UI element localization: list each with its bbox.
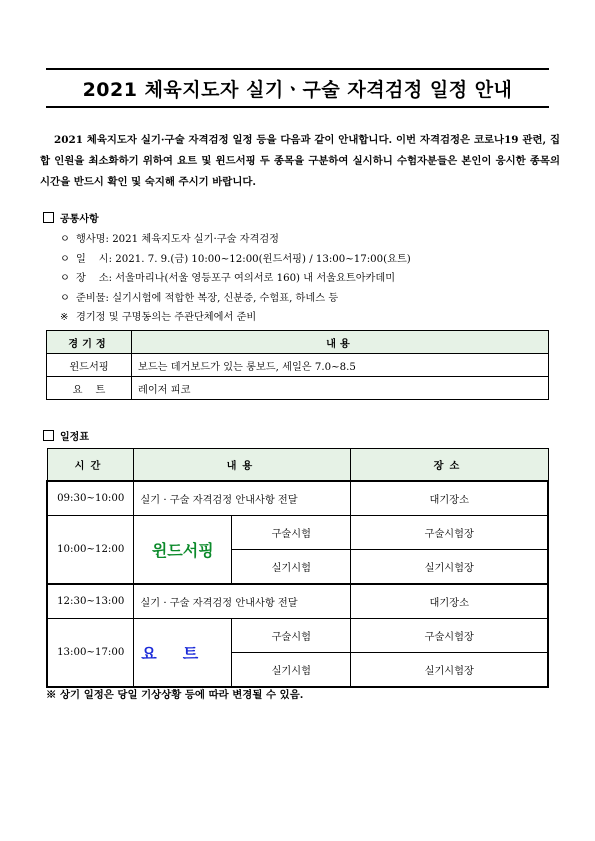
table-row xyxy=(47,619,548,653)
place-cell: 실기시험장 xyxy=(351,550,548,585)
event-name-cell xyxy=(134,619,232,688)
info-item-text: 준비물: 실기시험에 적합한 복장, 신분증, 수험표, 하네스 등 xyxy=(76,292,339,304)
column-header: 내용 xyxy=(134,449,351,482)
content-cell: 실기 · 구술 자격검정 안내사항 전달 xyxy=(134,481,351,516)
test-cell: 실기시험 xyxy=(232,653,351,688)
intro-paragraph xyxy=(40,130,560,193)
item-mark: ㅇ xyxy=(60,234,70,245)
place-cell: 대기장소 xyxy=(351,481,548,516)
common-info-list xyxy=(60,230,560,328)
table-row xyxy=(47,481,548,516)
test-cell: 구술시험 xyxy=(232,619,351,653)
place-cell: 구술시험장 xyxy=(351,516,548,550)
square-bullet-icon xyxy=(43,212,54,223)
item-mark: ㅇ xyxy=(60,253,70,265)
info-item xyxy=(60,308,560,328)
column-header: 장소 xyxy=(351,449,548,482)
equipment-table xyxy=(46,330,549,400)
schedule-heading-label: 일정표 xyxy=(60,432,89,443)
time-cell: 09:30~10:00 xyxy=(47,481,134,516)
column-header: 내용 xyxy=(132,331,549,354)
common-heading-label: 공통사항 xyxy=(60,214,99,225)
info-item xyxy=(60,269,560,289)
square-bullet-icon xyxy=(43,430,54,441)
info-item xyxy=(60,230,560,250)
event-name-windsurf: 윈드서핑 xyxy=(151,541,214,560)
table-row xyxy=(47,354,549,377)
place-cell: 실기시험장 xyxy=(351,653,548,688)
schedule-table xyxy=(46,448,549,688)
place-cell: 구술시험장 xyxy=(351,619,548,653)
info-item xyxy=(60,250,560,270)
page-title: 2021 체육지도자 실기ㆍ구술 자격검정 일정 안내 xyxy=(82,78,513,101)
schedule-footnote: ※ 상기 일정은 당일 기상상황 등에 따라 변경될 수 있음. xyxy=(46,689,304,701)
time-cell: 12:30~13:00 xyxy=(47,584,134,619)
table-cell: 요 트 xyxy=(47,377,132,400)
table-row xyxy=(47,584,548,619)
intro-text: 2021 체육지도자 실기·구술 자격검정 일정 등을 다음과 같이 안내합니다. 이번 자격검정은 코로나19 관련, 집합 인원을 최소화하기 위하여 요트 및 윈드서핑 두 종목을 구분하여 실시하니 수험자분들은 본인이 응시한 종목의 시간을 반드시 확인 및 숙지해 주시기 바랍니다. xyxy=(40,134,560,188)
schedule-section-heading xyxy=(43,428,89,443)
content-cell: 실기 · 구술 자격검정 안내사항 전달 xyxy=(134,584,351,619)
item-mark: ㅇ xyxy=(60,273,70,284)
item-mark: ㅇ xyxy=(60,292,70,304)
common-section-heading xyxy=(43,210,99,225)
info-item-text: 행사명: 2021 체육지도자 실기·구술 자격검정 xyxy=(76,234,280,245)
table-header-row xyxy=(47,449,548,482)
test-cell: 구술시험 xyxy=(232,516,351,550)
title-box xyxy=(46,68,549,108)
info-item xyxy=(60,289,560,309)
info-item-text: 일 시: 2021. 7. 9.(금) 10:00~12:00(윈드서핑) / 13:00~17:00(요트) xyxy=(76,253,411,265)
table-header-row xyxy=(47,331,549,354)
column-header: 경기정 xyxy=(47,331,132,354)
info-item-text: 경기정 및 구명동의는 주관단체에서 준비 xyxy=(76,312,257,323)
item-mark: ※ xyxy=(60,312,69,323)
table-cell: 윈드서핑 xyxy=(47,354,132,377)
event-name-cell xyxy=(134,516,232,585)
table-cell: 레이저 피코 xyxy=(132,377,549,400)
event-name-yacht: 요트 xyxy=(141,644,225,663)
table-row xyxy=(47,516,548,550)
time-cell: 10:00~12:00 xyxy=(47,516,134,585)
info-item-text: 장 소: 서울마리나(서울 영등포구 여의서로 160) 내 서울요트아카데미 xyxy=(76,273,396,284)
column-header: 시간 xyxy=(47,449,134,482)
table-cell: 보드는 데거보드가 있는 롱보드, 세일은 7.0~8.5 xyxy=(132,354,549,377)
time-cell: 13:00~17:00 xyxy=(47,619,134,688)
place-cell: 대기장소 xyxy=(351,584,548,619)
test-cell: 실기시험 xyxy=(232,550,351,585)
table-row xyxy=(47,377,549,400)
